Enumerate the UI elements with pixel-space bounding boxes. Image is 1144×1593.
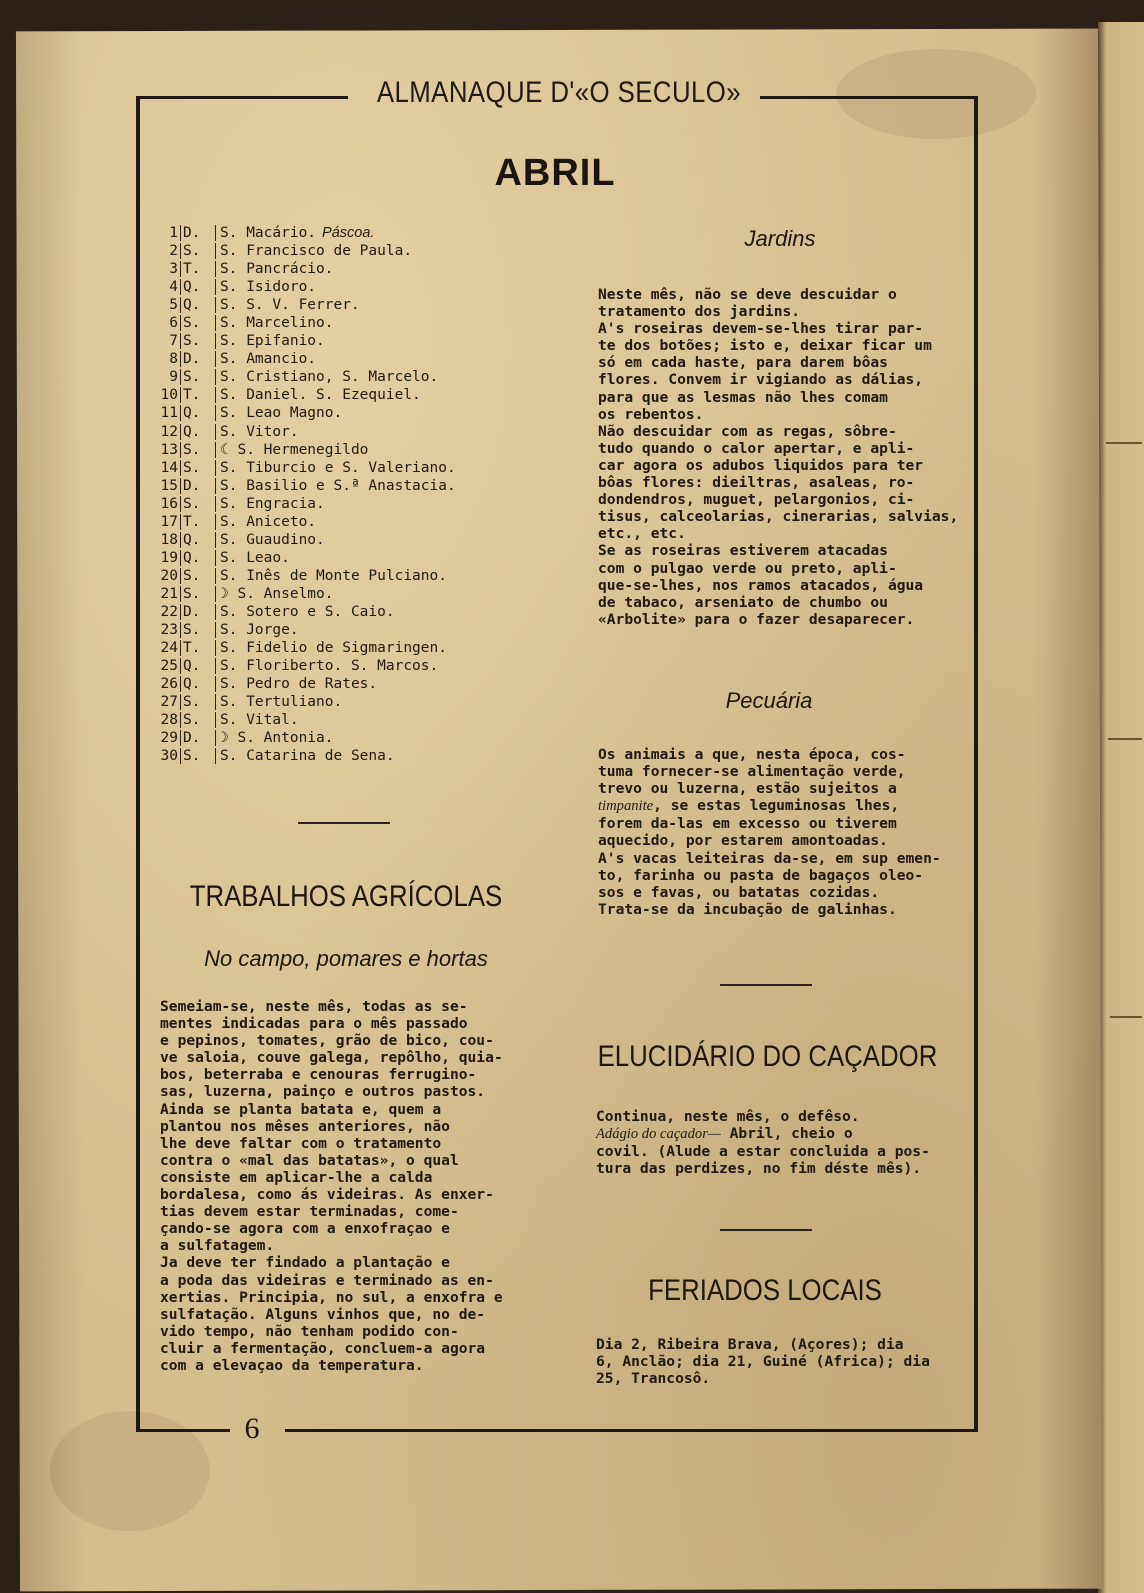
trabalhos-heading: TRABALHOS AGRÍCOLAS — [189, 880, 503, 913]
pecuaria-heading: Pecuária — [725, 688, 813, 713]
jardins-line: que-se-lhes, nos ramos atacados, água — [598, 576, 924, 594]
calendar-day-number: 10 — [160, 387, 178, 404]
jardins-heading: Jardins — [744, 226, 816, 251]
calendar-day-number: 30 — [160, 748, 178, 765]
calendar-weekday: Q. — [180, 297, 215, 313]
calendar-saint — [215, 225, 374, 241]
feriados-heading: FERIADOS LOCAIS — [648, 1274, 882, 1307]
calendar-saint-name: S. Vitor. — [220, 423, 299, 440]
calendar-saint — [215, 550, 290, 566]
feriados-text — [596, 1336, 952, 1387]
jardins-line: só em cada haste, para darem bôas — [598, 354, 888, 372]
frame-left-rule — [136, 96, 140, 1431]
calendar-day-number: 21 — [160, 585, 178, 602]
calendar-saint-name: ☽ S. Anselmo. — [220, 585, 334, 602]
calendar-saint — [215, 496, 325, 512]
calendar-day-number: 3 — [169, 261, 178, 278]
calendar-row — [150, 477, 550, 495]
calendar-saint-name: S. Aniceto. — [220, 513, 317, 530]
jardins-line: Se as roseiras estiverem atacadas — [598, 542, 888, 560]
calendar-row — [150, 747, 550, 765]
calendar-row — [150, 495, 550, 513]
saints-calendar — [150, 224, 550, 765]
month-title: ABRIL — [494, 152, 616, 194]
calendar-saint — [215, 315, 334, 331]
calendar-saint-name: ☾ S. Hermenegildo — [220, 441, 369, 458]
trabalhos-subheading: No campo, pomares e hortas — [204, 946, 488, 971]
pecuaria-line: forem da-las em excesso ou tiverem — [598, 815, 897, 833]
calendar-day-number: 26 — [160, 676, 178, 693]
calendar-day-number: 27 — [160, 694, 178, 711]
trabalhos-line: contra o «mal das batatas», o qual — [160, 1151, 459, 1169]
calendar-saint — [215, 604, 395, 620]
calendar-weekday: D. — [180, 478, 215, 494]
calendar-row — [150, 459, 550, 477]
calendar-row — [150, 639, 550, 657]
calendar-weekday: T. — [180, 261, 215, 277]
pecuaria-text — [598, 746, 954, 918]
calendar-weekday: S. — [180, 622, 215, 638]
calendar-day-number: 13 — [160, 441, 178, 458]
adjacent-page-edge — [1098, 22, 1144, 1593]
calendar-weekday: S. — [180, 568, 215, 584]
calendar-weekday: Q. — [180, 405, 215, 421]
separator-rule — [720, 984, 812, 986]
trabalhos-line: consiste em aplicar-lhe a calda — [160, 1168, 433, 1186]
calendar-row — [150, 368, 550, 386]
calendar-saint — [215, 351, 316, 367]
cacador-text — [596, 1108, 952, 1177]
calendar-saint-name: S. Jorge. — [220, 622, 299, 639]
jardins-line: tudo quando o calor apertar, e apli- — [598, 439, 915, 457]
calendar-row — [150, 278, 550, 296]
calendar-weekday: Q. — [180, 424, 215, 440]
calendar-saint — [215, 460, 456, 476]
calendar-saint — [215, 424, 299, 440]
trabalhos-line: çando-se agora com a enxofraçao e — [160, 1220, 450, 1238]
trabalhos-line: bordalesa, como ás videiras. As enxer- — [160, 1186, 494, 1204]
calendar-weekday: S. — [180, 496, 215, 512]
frame-top-left-rule — [136, 96, 348, 99]
calendar-saint — [215, 369, 438, 385]
calendar-row — [150, 296, 550, 314]
calendar-row — [150, 675, 550, 693]
calendar-row — [150, 404, 550, 422]
jardins-line: de tabaco, arseniato de chumbo ou — [598, 593, 888, 611]
calendar-saint — [215, 694, 342, 710]
calendar-saint-name: S. Pedro de Rates. — [220, 676, 378, 693]
pecuaria-line: trevo ou luzerna, estão sujeitos a — [598, 780, 897, 798]
calendar-day-number: 11 — [160, 405, 178, 422]
calendar-saint — [215, 243, 412, 259]
jardins-line: car agora os adubos liquidos para ter — [598, 456, 924, 474]
trabalhos-line: sas, luzerna, painço e outros pastos. — [160, 1083, 486, 1101]
calendar-day-number: 17 — [160, 513, 178, 530]
calendar-saint-name: S. Daniel. S. Ezequiel. — [220, 387, 421, 404]
pecuaria-line: Os animais a que, nesta época, cos- — [598, 746, 906, 763]
trabalhos-line: sulfatação. Alguns vinhos que, no de- — [160, 1305, 486, 1323]
calendar-row — [150, 585, 550, 603]
calendar-day-number: 18 — [160, 531, 178, 548]
calendar-row — [150, 513, 550, 531]
frame-bottom-left-rule — [136, 1429, 230, 1432]
feriados-line: 25, Trancosô. — [596, 1370, 711, 1388]
calendar-weekday: S. — [180, 712, 215, 728]
calendar-day-number: 7 — [169, 333, 178, 350]
calendar-saint-name: S. Floriberto. S. Marcos. — [220, 658, 439, 675]
calendar-row — [150, 423, 550, 441]
calendar-weekday: S. — [180, 333, 215, 349]
trabalhos-line: a sulfatagem. — [160, 1237, 275, 1255]
jardins-line: dondendros, muguet, pelargonios, ci- — [598, 491, 915, 509]
trabalhos-line: plantou nos mêses anteriores, não — [160, 1117, 450, 1135]
pecuaria-line: tuma fornecer-se alimentação verde, — [598, 763, 906, 781]
jardins-line: «Arbolite» para o fazer desaparecer. — [598, 610, 915, 628]
calendar-saint — [215, 658, 438, 674]
calendar-saint — [215, 478, 456, 494]
calendar-saint-name: S. Leao. — [220, 549, 290, 566]
trabalhos-line: lhe deve faltar com o tratamento — [160, 1134, 442, 1152]
calendar-weekday: T. — [180, 640, 215, 656]
calendar-row — [150, 729, 550, 747]
calendar-row — [150, 621, 550, 639]
calendar-day-number: 14 — [160, 459, 178, 476]
calendar-saint — [215, 568, 447, 584]
calendar-weekday: D. — [180, 730, 215, 746]
trabalhos-line: Ainda se planta batata e, quem a — [160, 1100, 442, 1118]
trabalhos-line: com a elevaçao da temperatura. — [160, 1356, 424, 1374]
calendar-saint-name: S. Leao Magno. — [220, 405, 343, 422]
margin-mark — [136, 1042, 140, 1072]
calendar-day-number: 22 — [160, 604, 178, 620]
calendar-weekday: Q. — [180, 676, 215, 692]
trabalhos-line: ve saloia, couve galega, repôlho, quia- — [160, 1049, 503, 1067]
calendar-saint-name: S. Inês de Monte Pulciano. — [220, 567, 447, 584]
calendar-weekday: D. — [180, 225, 215, 241]
calendar-saint — [215, 622, 299, 638]
calendar-saint-name: S. Tertuliano. — [220, 694, 343, 711]
calendar-weekday: S. — [180, 315, 215, 331]
calendar-saint — [215, 586, 334, 602]
calendar-saint — [215, 333, 325, 349]
jardins-line: Não descuidar com as regas, sôbre- — [598, 422, 897, 440]
calendar-weekday: Q. — [180, 279, 215, 295]
trabalhos-line: xertias. Principia, no sul, a enxofra e — [160, 1288, 503, 1306]
calendar-row — [150, 260, 550, 278]
calendar-day-number: 24 — [160, 640, 178, 657]
calendar-saint-name: S. Isidoro. — [220, 279, 317, 296]
trabalhos-line: Ja deve ter findado a plantação e — [160, 1254, 450, 1272]
jardins-line: bôas flores: dieiltras, asaleas, ro- — [598, 474, 915, 492]
pecuaria-line: sos e favas, ou batatas cozidas. — [598, 883, 880, 901]
jardins-line: te dos botões; isto e, deixar ficar um — [598, 337, 932, 355]
calendar-saint-name: S. Sotero e S. Caio. — [220, 604, 395, 620]
calendar-weekday: S. — [180, 369, 215, 385]
jardins-line: os rebentos. — [598, 405, 704, 423]
calendar-saint-name: S. Amancio. — [220, 351, 317, 368]
calendar-row — [150, 441, 550, 459]
trabalhos-line: Semeiam-se, neste mês, todas as se- — [160, 998, 468, 1015]
cacador-line: Adágio do caçador— Abril, cheio o — [596, 1125, 853, 1143]
calendar-saint — [215, 405, 342, 421]
page-number: 6 — [244, 1412, 260, 1445]
jardins-line: tisus, calceolarias, cinerarias, salvias, — [598, 508, 959, 526]
calendar-saint-name: S. Macário. — [220, 225, 317, 242]
calendar-saint — [215, 712, 299, 728]
calendar-saint — [215, 676, 377, 692]
trabalhos-line: a poda das videiras e terminado as en- — [160, 1271, 494, 1289]
pecuaria-line: timpanite, se estas leguminosas lhes, — [598, 797, 900, 815]
calendar-saint — [215, 297, 360, 313]
calendar-row — [150, 386, 550, 404]
jardins-text — [598, 286, 959, 628]
calendar-weekday: D. — [180, 351, 215, 367]
calendar-saint-name: S. Francisco de Paula. — [220, 243, 413, 260]
calendar-day-number: 1 — [169, 225, 178, 242]
calendar-weekday: S. — [180, 694, 215, 710]
jardins-line: com o pulgao verde ou preto, apli- — [598, 559, 897, 577]
calendar-day-number: 19 — [160, 549, 178, 566]
pecuaria-line: Trata-se da incubação de galinhas. — [598, 900, 897, 918]
cacador-heading: ELUCIDÁRIO DO CAÇADOR — [597, 1040, 938, 1073]
calendar-weekday: D. — [180, 604, 215, 620]
calendar-saint — [215, 261, 334, 277]
calendar-saint — [215, 279, 316, 295]
calendar-row — [150, 693, 550, 711]
calendar-day-number: 12 — [160, 423, 178, 440]
calendar-saint-name: S. Cristiano, S. Marcelo. — [220, 369, 439, 386]
jardins-line: etc., etc. — [598, 525, 686, 543]
trabalhos-line: vido tempo, não tenham podido con- — [160, 1322, 459, 1340]
trabalhos-line: bos, beterraba e cenouras ferrugino- — [160, 1066, 477, 1084]
calendar-saint — [215, 442, 368, 458]
calendar-day-number: 4 — [169, 279, 178, 296]
feriados-line: 6, Anclão; dia 21, Guiné (Africa); dia — [596, 1353, 930, 1371]
calendar-day-number: 9 — [169, 369, 178, 386]
calendar-saint-name: S. Vital. — [220, 712, 299, 729]
jardins-line: A's roseiras devem-se-lhes tirar par- — [598, 320, 924, 338]
calendar-row — [150, 603, 550, 621]
calendar-day-number: 8 — [169, 351, 178, 368]
calendar-day-number: 6 — [169, 315, 178, 332]
calendar-weekday: S. — [180, 442, 215, 458]
calendar-row — [150, 242, 550, 260]
pecuaria-line: to, farinha ou pasta de bagaços oleo- — [598, 866, 924, 884]
frame-bottom-right-rule — [285, 1429, 978, 1432]
calendar-weekday: S. — [180, 460, 215, 476]
trabalhos-text — [160, 998, 532, 1374]
trabalhos-line: cluir a fermentação, concluem-a agora — [160, 1339, 486, 1357]
jardins-line: tratamento dos jardins. — [598, 303, 801, 321]
jardins-line: Neste mês, não se deve descuidar o — [598, 286, 897, 303]
cacador-line: tura das perdizes, no fim déste mês). — [596, 1160, 922, 1178]
calendar-day-number: 15 — [160, 477, 178, 494]
calendar-day-number: 2 — [169, 243, 178, 260]
calendar-row — [150, 711, 550, 729]
calendar-weekday: S. — [180, 243, 215, 259]
calendar-feast: Páscoa. — [322, 225, 375, 242]
running-title: ALMANAQUE D'«O SECULO» — [376, 76, 742, 109]
jardins-line: flores. Convem ir vigiando as dálias, — [598, 371, 924, 389]
calendar-row — [150, 332, 550, 350]
calendar-weekday: T. — [180, 387, 215, 403]
calendar-saint-name: S. Basilio e S.ª Anastacia. — [220, 477, 456, 494]
calendar-saint-name: S. Catarina de Sena. — [220, 748, 395, 765]
calendar-saint-name: ☽ S. Antonia. — [220, 730, 334, 747]
calendar-saint-name: S. Epifanio. — [220, 333, 325, 350]
calendar-saint-name: S. Guaudino. — [220, 531, 325, 548]
trabalhos-line: tias devem estar terminadas, come- — [160, 1203, 459, 1221]
cacador-line: Continua, neste mês, o defêso. — [596, 1108, 860, 1125]
calendar-day-number: 20 — [160, 567, 178, 584]
frame-right-rule — [974, 96, 978, 1431]
calendar-day-number: 23 — [160, 622, 178, 639]
calendar-weekday: T. — [180, 514, 215, 530]
calendar-weekday: S. — [180, 748, 215, 764]
calendar-row — [150, 531, 550, 549]
pecuaria-line: aquecido, por estarem amontoadas. — [598, 832, 888, 850]
calendar-saint — [215, 532, 325, 548]
feriados-line: Dia 2, Ribeira Brava, (Açores); dia — [596, 1336, 904, 1353]
calendar-day-number: 25 — [160, 658, 178, 675]
calendar-weekday: Q. — [180, 532, 215, 548]
calendar-saint — [215, 387, 421, 403]
calendar-day-number: 28 — [160, 712, 178, 729]
calendar-saint-name: S. Pancrácio. — [220, 261, 334, 278]
frame-top-right-rule — [760, 96, 978, 99]
calendar-saint-name: S. Tiburcio e S. Valeriano. — [220, 459, 456, 476]
jardins-line: para que as lesmas não lhes comam — [598, 388, 888, 406]
calendar-saint-name: S. S. V. Ferrer. — [220, 297, 360, 314]
calendar-saint — [215, 514, 316, 530]
calendar-day-number: 16 — [160, 495, 178, 512]
calendar-row — [150, 314, 550, 332]
calendar-weekday: Q. — [180, 550, 215, 566]
calendar-saint — [215, 730, 334, 746]
trabalhos-line: e pepinos, tomates, grão de bico, cou- — [160, 1032, 494, 1050]
calendar-row — [150, 567, 550, 585]
calendar-saint — [215, 640, 447, 656]
pecuaria-line: A's vacas leiteiras da-se, em sup emen- — [598, 849, 941, 867]
calendar-day-number: 5 — [169, 297, 178, 314]
calendar-saint-name: S. Marcelino. — [220, 315, 334, 332]
calendar-row — [150, 224, 550, 242]
calendar-weekday: Q. — [180, 658, 215, 674]
cacador-line: covil. (Alude a estar concluida a pos- — [596, 1143, 930, 1161]
calendar-saint-name: S. Engracia. — [220, 495, 325, 512]
calendar-day-number: 29 — [160, 730, 178, 747]
trabalhos-line: mentes indicadas para o mês passado — [160, 1015, 468, 1033]
calendar-row — [150, 657, 550, 675]
calendar-saint — [215, 748, 395, 764]
separator-rule — [298, 822, 390, 824]
separator-rule — [720, 1229, 812, 1231]
calendar-row — [150, 350, 550, 368]
calendar-row — [150, 549, 550, 567]
calendar-saint-name: S. Fidelio de Sigmaringen. — [220, 640, 447, 657]
calendar-weekday: S. — [180, 586, 215, 602]
